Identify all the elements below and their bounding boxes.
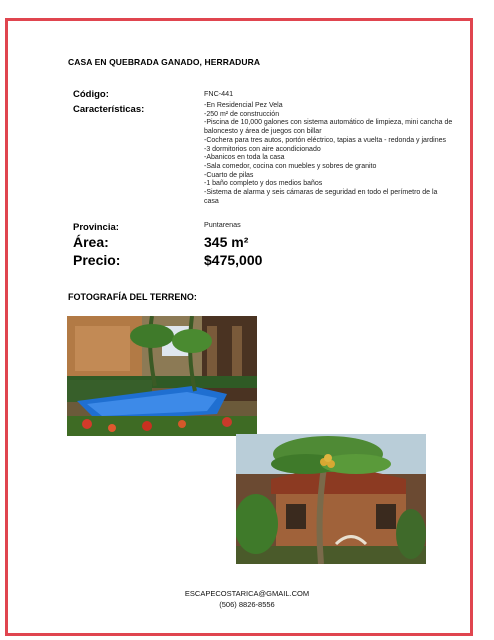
price-label: Precio: <box>73 252 121 268</box>
features-list <box>204 102 454 206</box>
price-value: $475,000 <box>204 252 263 268</box>
province-value: Puntarenas <box>204 220 241 229</box>
feature-item: -Sala comedor, cocina con muebles y sobres de granito <box>204 162 377 170</box>
area-value: 345 m² <box>204 234 249 250</box>
pool-photo <box>67 316 257 436</box>
listing-title: CASA EN QUEBRADA GANADO, HERRADURA <box>68 57 261 67</box>
feature-item: -1 baño completo y dos medios baños <box>204 180 323 188</box>
feature-item: -Cochera para tres autos, portón eléctrico, tapias a vuelta - redonda y jardines <box>204 136 447 144</box>
feature-item: -Piscina de 10,000 galones con sistema automático de limpieza, mini cancha de baloncesto y área de juegos con billar <box>204 119 453 136</box>
feature-item: -3 dormitorios con aire acondicionado <box>204 145 321 153</box>
code-value: FNC-441 <box>204 89 234 98</box>
feature-item: -Abanicos en toda la casa <box>204 154 285 162</box>
contact-email: ESCAPECOSTARICA@GMAIL.COM <box>184 589 310 598</box>
features-label: Características: <box>73 104 145 115</box>
feature-item: -Sistema de alarma y seis cámaras de seguridad en todo el perímetro de la casa <box>204 189 438 205</box>
house-photo <box>236 434 426 564</box>
feature-item: -250 m² de construcción <box>204 110 280 118</box>
code-label: Código: <box>73 89 109 100</box>
feature-item: -En Residencial Pez Vela <box>204 102 283 109</box>
area-label: Área: <box>73 234 109 250</box>
feature-item: -Cuarto de pilas <box>204 171 254 179</box>
province-label: Provincia: <box>73 222 119 233</box>
photos-heading: FOTOGRAFÍA DEL TERRENO: <box>68 292 197 302</box>
contact-phone: (506) 8826-8556 <box>219 600 275 609</box>
